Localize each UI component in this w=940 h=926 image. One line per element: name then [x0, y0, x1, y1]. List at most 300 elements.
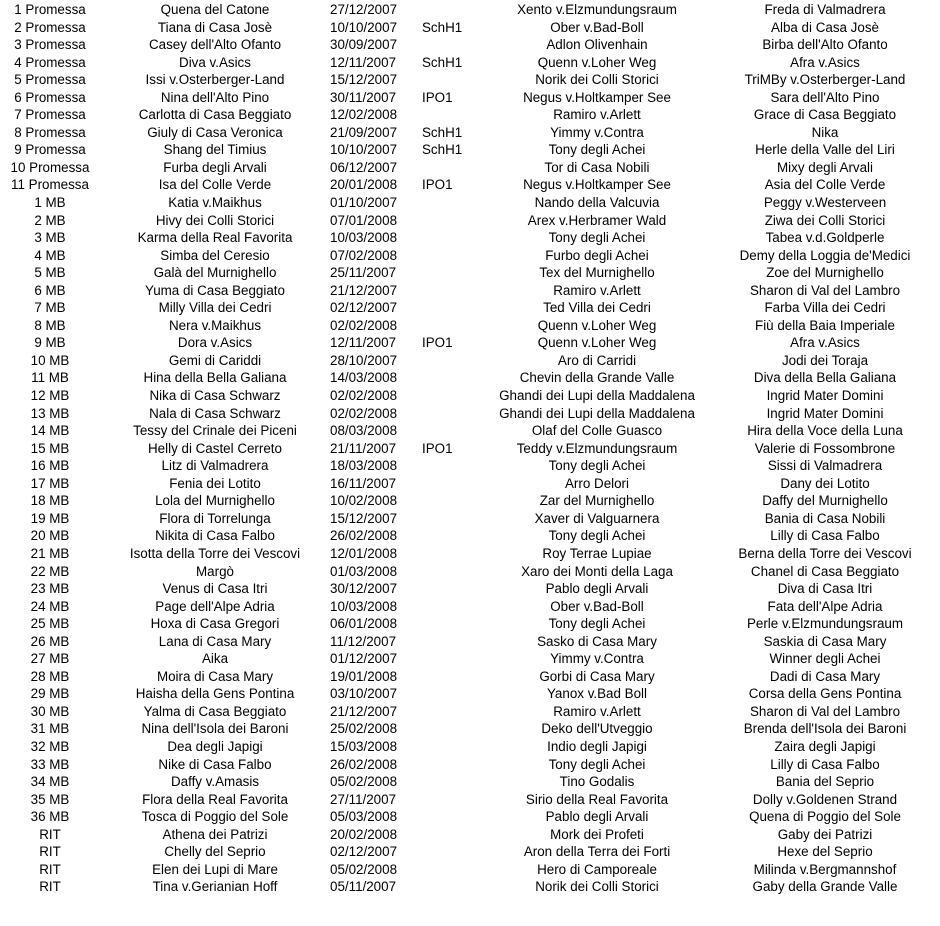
dog-name-cell: Nina dell'Isola dei Baroni — [141, 721, 289, 737]
dam-cell: Saskia di Casa Mary — [763, 633, 887, 649]
dog-name-cell: Simba del Ceresio — [160, 247, 270, 263]
dam-cell: Farba Villa dei Cedri — [764, 300, 886, 316]
dam-cell: Brenda dell'Isola dei Baroni — [743, 721, 907, 737]
birth-date-cell: 08/03/2008 — [330, 423, 398, 439]
sire-cell: Yanox v.Bad Boll — [547, 686, 647, 702]
title-cell — [422, 510, 484, 528]
sire-cell: Chevin della Grande Valle — [519, 370, 675, 386]
dam-cell: Winner degli Achei — [769, 651, 881, 667]
title-cell — [422, 36, 484, 54]
table-row — [0, 457, 940, 475]
birth-date-cell: 02/12/2007 — [330, 844, 398, 860]
birth-date-cell: 15/03/2008 — [330, 738, 398, 754]
dam-cell: Afra v.Asics — [790, 335, 860, 351]
table-row — [0, 843, 940, 861]
sire-cell: Pablo degli Arvali — [545, 809, 649, 825]
title-cell — [422, 229, 484, 247]
title-cell — [422, 563, 484, 581]
table-row — [0, 826, 940, 844]
title-cell — [422, 282, 484, 300]
rank-cell: 30 MB — [30, 703, 70, 719]
dog-name-cell: Chelly del Seprio — [164, 844, 266, 860]
dog-name-cell: Yuma di Casa Beggiato — [145, 282, 285, 298]
dam-cell: Mixy degli Arvali — [777, 159, 873, 175]
birth-date-cell: 07/01/2008 — [330, 212, 398, 228]
dog-name-cell: Dea degli Japigi — [167, 738, 263, 754]
sire-cell: Negus v.Holtkamper See — [523, 177, 671, 193]
dog-name-cell: Elen dei Lupi di Mare — [152, 861, 278, 877]
dog-name-cell: Tessy del Crinale dei Piceni — [133, 423, 297, 439]
title-cell — [422, 650, 484, 668]
rank-cell: 6 Promessa — [14, 89, 86, 105]
dam-cell: Zaira degli Japigi — [774, 738, 876, 754]
table-row — [0, 212, 940, 230]
rank-cell: 2 Promessa — [14, 19, 86, 35]
dog-name-cell: Tiana di Casa Josè — [157, 19, 273, 35]
title-cell: IPO1 — [422, 440, 453, 456]
table-row — [0, 89, 940, 107]
dam-cell: Bania del Seprio — [775, 774, 875, 790]
sire-cell: Tony degli Achei — [548, 230, 646, 246]
dam-cell: Berna della Torre dei Vescovi — [738, 545, 912, 561]
dam-cell: Sissi di Valmadrera — [767, 458, 883, 474]
sire-cell: Ted Villa dei Cedri — [543, 300, 651, 316]
sire-cell: Arro Delori — [565, 475, 629, 491]
table-row — [0, 808, 940, 826]
dog-name-cell: Hina della Bella Galiana — [143, 370, 287, 386]
dog-name-cell: Lola del Murnighello — [155, 493, 275, 509]
table-row — [0, 334, 940, 352]
dam-cell: Valerie di Fossombrone — [754, 440, 896, 456]
birth-date-cell: 20/02/2008 — [330, 826, 398, 842]
rank-cell: 13 MB — [30, 405, 70, 421]
title-cell — [422, 598, 484, 616]
sire-cell: Mork dei Profeti — [550, 826, 644, 842]
rank-cell: 29 MB — [30, 686, 70, 702]
birth-date-cell: 07/02/2008 — [330, 247, 398, 263]
rank-cell: 1 Promessa — [14, 2, 86, 17]
sire-cell: Yimmy v.Contra — [550, 651, 644, 667]
dog-name-cell: Galà del Murnighello — [153, 265, 277, 281]
rank-cell: 8 MB — [34, 317, 66, 333]
table-row — [0, 598, 940, 616]
title-cell — [422, 264, 484, 282]
sire-cell: Xento v.Elzmundungsraum — [517, 2, 677, 17]
dog-name-cell: Shang del Timius — [163, 142, 267, 158]
sire-cell: Negus v.Holtkamper See — [523, 89, 671, 105]
birth-date-cell: 15/12/2007 — [330, 510, 398, 526]
dam-cell: Birba dell'Alto Ofanto — [762, 37, 888, 53]
birth-date-cell: 10/02/2008 — [330, 493, 398, 509]
rank-cell: 16 MB — [30, 458, 70, 474]
title-cell — [422, 1, 484, 19]
sire-cell: Ramiro v.Arlett — [553, 282, 641, 298]
title-cell — [422, 475, 484, 493]
birth-date-cell: 14/03/2008 — [330, 370, 398, 386]
dog-name-cell: Isa del Colle Verde — [158, 177, 272, 193]
dam-cell: Bania di Casa Nobili — [764, 510, 886, 526]
dam-cell: Tabea v.d.Goldperle — [765, 230, 885, 246]
birth-date-cell: 25/02/2008 — [330, 721, 398, 737]
dog-name-cell: Karma della Real Favorita — [137, 230, 293, 246]
rank-cell: 1 MB — [34, 195, 66, 211]
table-row — [0, 229, 940, 247]
sire-cell: Sirio della Real Favorita — [525, 791, 669, 807]
birth-date-cell: 27/11/2007 — [330, 791, 397, 807]
title-cell — [422, 756, 484, 774]
table-row — [0, 282, 940, 300]
birth-date-cell: 06/12/2007 — [330, 159, 398, 175]
birth-date-cell: 20/01/2008 — [330, 177, 398, 193]
title-cell — [422, 317, 484, 335]
rank-cell: 9 Promessa — [14, 142, 86, 158]
rank-cell: 25 MB — [30, 616, 70, 632]
table-row — [0, 141, 940, 159]
sire-cell: Tony degli Achei — [548, 756, 646, 772]
table-row — [0, 475, 940, 493]
table-row — [0, 650, 940, 668]
sire-cell: Nando della Valcuvia — [534, 195, 660, 211]
dam-cell: Daffy del Murnighello — [762, 493, 888, 509]
title-cell — [422, 878, 484, 896]
dam-cell: Demy della Loggia de'Medici — [739, 247, 911, 263]
rank-cell: RIT — [39, 879, 61, 895]
table-row — [0, 545, 940, 563]
sire-cell: Aro di Carridi — [557, 352, 637, 368]
sire-cell: Ramiro v.Arlett — [553, 107, 641, 123]
title-cell — [422, 405, 484, 423]
birth-date-cell: 16/11/2007 — [330, 475, 397, 491]
table-row — [0, 440, 940, 458]
title-cell — [422, 299, 484, 317]
table-row — [0, 159, 940, 177]
dog-name-cell: Hivy dei Colli Storici — [155, 212, 275, 228]
birth-date-cell: 10/10/2007 — [330, 19, 398, 35]
dam-cell: Lilly di Casa Falbo — [770, 528, 880, 544]
rank-cell: 3 Promessa — [14, 37, 86, 53]
title-cell — [422, 685, 484, 703]
sire-cell: Yimmy v.Contra — [550, 124, 644, 140]
title-cell — [422, 738, 484, 756]
title-cell — [422, 247, 484, 265]
title-cell — [422, 492, 484, 510]
dog-name-cell: Page dell'Alpe Adria — [155, 598, 275, 614]
sire-cell: Ober v.Bad-Boll — [550, 598, 644, 614]
birth-date-cell: 25/11/2007 — [330, 265, 397, 281]
rank-cell: 12 MB — [30, 388, 70, 404]
title-cell — [422, 71, 484, 89]
birth-date-cell: 02/02/2008 — [330, 317, 398, 333]
sire-cell: Hero di Camporeale — [537, 861, 657, 877]
dam-cell: Diva di Casa Itri — [777, 581, 873, 597]
dog-name-cell: Daffy v.Amasis — [170, 774, 260, 790]
table-row — [0, 633, 940, 651]
dam-cell: Afra v.Asics — [790, 54, 860, 70]
dog-name-cell: Athena dei Patrizi — [162, 826, 268, 842]
table-row — [0, 369, 940, 387]
table-row — [0, 1, 940, 19]
dog-name-cell: Issi v.Osterberger-Land — [145, 72, 285, 88]
dog-name-cell: Casey dell'Alto Ofanto — [148, 37, 282, 53]
title-cell: SchH1 — [422, 54, 463, 70]
birth-date-cell: 10/03/2008 — [330, 598, 398, 614]
title-cell — [422, 668, 484, 686]
table-row — [0, 720, 940, 738]
birth-date-cell: 03/10/2007 — [330, 686, 398, 702]
title-cell — [422, 773, 484, 791]
table-row — [0, 527, 940, 545]
dam-cell: Ingrid Mater Domini — [766, 405, 884, 421]
dam-cell: Perle v.Elzmundungsraum — [746, 616, 904, 632]
dog-name-cell: Tina v.Gerianian Hoff — [152, 879, 278, 895]
table-row — [0, 492, 940, 510]
dam-cell: Nika — [811, 124, 839, 140]
title-cell: IPO1 — [422, 177, 453, 193]
title-cell — [422, 194, 484, 212]
birth-date-cell: 21/12/2007 — [330, 282, 398, 298]
birth-date-cell: 10/03/2008 — [330, 230, 398, 246]
rank-cell: 8 Promessa — [14, 124, 86, 140]
rank-cell: 32 MB — [30, 738, 70, 754]
rank-cell: 35 MB — [30, 791, 70, 807]
birth-date-cell: 05/02/2008 — [330, 774, 398, 790]
dog-name-cell: Nera v.Maikhus — [168, 317, 262, 333]
birth-date-cell: 02/02/2008 — [330, 388, 398, 404]
sire-cell: Tino Godalis — [559, 774, 635, 790]
rank-cell: 36 MB — [30, 809, 70, 825]
table-row — [0, 352, 940, 370]
dog-name-cell: Nikita di Casa Falbo — [155, 528, 275, 544]
rank-cell: RIT — [39, 844, 61, 860]
title-cell — [422, 422, 484, 440]
dog-name-cell: Nala di Casa Schwarz — [149, 405, 281, 421]
title-cell: SchH1 — [422, 124, 463, 140]
title-cell — [422, 457, 484, 475]
birth-date-cell: 21/11/2007 — [330, 440, 397, 456]
table-row — [0, 405, 940, 423]
table-row — [0, 510, 940, 528]
dam-cell: Dolly v.Goldenen Strand — [752, 791, 898, 807]
sire-cell: Xaver di Valguarnera — [534, 510, 660, 526]
rank-cell: 17 MB — [30, 475, 70, 491]
birth-date-cell: 05/02/2008 — [330, 861, 398, 877]
results-body — [0, 1, 940, 896]
dog-name-cell: Tosca di Poggio del Sole — [141, 809, 289, 825]
rank-cell: 3 MB — [34, 230, 66, 246]
dam-cell: Alba di Casa Josè — [771, 19, 879, 35]
table-row — [0, 176, 940, 194]
rank-cell: 2 MB — [34, 212, 66, 228]
birth-date-cell: 06/01/2008 — [330, 616, 398, 632]
dog-name-cell: Isotta della Torre dei Vescovi — [129, 545, 301, 561]
dog-name-cell: Lana di Casa Mary — [158, 633, 272, 649]
title-cell — [422, 791, 484, 809]
dog-name-cell: Flora di Torrelunga — [159, 510, 271, 526]
sire-cell: Deko dell'Utveggio — [541, 721, 653, 737]
rank-cell: 10 Promessa — [10, 159, 90, 175]
birth-date-cell: 21/12/2007 — [330, 703, 398, 719]
birth-date-cell: 01/10/2007 — [330, 195, 398, 211]
table-row — [0, 703, 940, 721]
dam-cell: Sharon di Val del Lambro — [749, 282, 901, 298]
rank-cell: 22 MB — [30, 563, 70, 579]
dog-name-cell: Katia v.Maikhus — [168, 195, 262, 211]
birth-date-cell: 11/12/2007 — [330, 633, 397, 649]
birth-date-cell: 15/12/2007 — [330, 72, 398, 88]
rank-cell: RIT — [39, 861, 61, 877]
sire-cell: Quenn v.Loher Weg — [537, 317, 657, 333]
rank-cell: 4 Promessa — [14, 54, 86, 70]
sire-cell: Tony degli Achei — [548, 142, 646, 158]
table-row — [0, 299, 940, 317]
rank-cell: 31 MB — [30, 721, 70, 737]
table-row — [0, 791, 940, 809]
dam-cell: Dany dei Lotito — [780, 475, 870, 491]
birth-date-cell: 26/02/2008 — [330, 528, 398, 544]
dam-cell: Ingrid Mater Domini — [766, 388, 884, 404]
dam-cell: Hira della Voce della Luna — [747, 423, 903, 439]
table-row — [0, 36, 940, 54]
dog-name-cell: Milly Villa dei Cedri — [158, 300, 272, 316]
title-cell — [422, 808, 484, 826]
table-row — [0, 106, 940, 124]
birth-date-cell: 02/02/2008 — [330, 405, 398, 421]
birth-date-cell: 01/03/2008 — [330, 563, 398, 579]
table-row — [0, 563, 940, 581]
title-cell: IPO1 — [422, 89, 453, 105]
dog-name-cell: Litz di Valmadrera — [161, 458, 269, 474]
birth-date-cell: 18/03/2008 — [330, 458, 398, 474]
dam-cell: Chanel di Casa Beggiato — [750, 563, 900, 579]
dog-name-cell: Diva v.Asics — [179, 54, 251, 70]
sire-cell: Furbo degli Achei — [545, 247, 649, 263]
dam-cell: Zoe del Murnighello — [766, 265, 884, 281]
rank-cell: 28 MB — [30, 668, 70, 684]
title-cell — [422, 369, 484, 387]
birth-date-cell: 01/12/2007 — [330, 651, 398, 667]
title-cell — [422, 826, 484, 844]
dog-name-cell: Yalma di Casa Beggiato — [143, 703, 287, 719]
dam-cell: Sharon di Val del Lambro — [749, 703, 901, 719]
rank-cell: 15 MB — [30, 440, 70, 456]
sire-cell: Tor di Casa Nobili — [544, 159, 650, 175]
dam-cell: Sara dell'Alto Pino — [770, 89, 880, 105]
dog-name-cell: Giuly di Casa Veronica — [147, 124, 283, 140]
dam-cell: TriMBy v.Osterberger-Land — [744, 72, 906, 88]
title-cell — [422, 615, 484, 633]
table-row — [0, 264, 940, 282]
rank-cell: 18 MB — [30, 493, 70, 509]
sire-cell: Adlon Olivenhain — [546, 37, 648, 53]
rank-cell: 9 MB — [34, 335, 66, 351]
dog-name-cell: Furba degli Arvali — [163, 159, 267, 175]
title-cell: IPO1 — [422, 335, 453, 351]
dam-cell: Dadi di Casa Mary — [769, 668, 881, 684]
birth-date-cell: 02/12/2007 — [330, 300, 398, 316]
sire-cell: Ghandi dei Lupi della Maddalena — [499, 388, 695, 404]
sire-cell: Ghandi dei Lupi della Maddalena — [499, 405, 695, 421]
table-row — [0, 124, 940, 142]
birth-date-cell: 05/11/2007 — [330, 879, 397, 895]
rank-cell: 5 Promessa — [14, 72, 86, 88]
table-row — [0, 422, 940, 440]
sire-cell: Zar del Murnighello — [539, 493, 655, 509]
sire-cell: Tony degli Achei — [548, 528, 646, 544]
birth-date-cell: 21/09/2007 — [330, 124, 398, 140]
rank-cell: 14 MB — [30, 423, 70, 439]
sire-cell: Norik dei Colli Storici — [535, 879, 659, 895]
sire-cell: Tony degli Achei — [548, 458, 646, 474]
dam-cell: Diva della Bella Galiana — [753, 370, 897, 386]
rank-cell: 11 Promessa — [11, 177, 89, 193]
birth-date-cell: 12/02/2008 — [330, 107, 398, 123]
sire-cell: Quenn v.Loher Weg — [537, 54, 657, 70]
title-cell — [422, 545, 484, 563]
results-table — [0, 1, 940, 896]
rank-cell: 19 MB — [30, 510, 70, 526]
dam-cell: Gaby della Grande Valle — [752, 879, 898, 895]
dog-name-cell: Hoxa di Casa Gregori — [150, 616, 280, 632]
dam-cell: Milinda v.Bergmannshof — [753, 861, 897, 877]
dam-cell: Jodi dei Toraja — [781, 352, 869, 368]
title-cell — [422, 861, 484, 879]
dog-name-cell: Dora v.Asics — [177, 335, 253, 351]
birth-date-cell: 30/11/2007 — [330, 89, 397, 105]
sire-cell: Olaf del Colle Guasco — [531, 423, 663, 439]
dog-name-cell: Venus di Casa Itri — [162, 581, 268, 597]
dam-cell: Lilly di Casa Falbo — [770, 756, 880, 772]
title-cell — [422, 843, 484, 861]
birth-date-cell: 10/10/2007 — [330, 142, 398, 158]
dog-name-cell: Margò — [196, 563, 234, 579]
table-row — [0, 773, 940, 791]
sire-cell: Gorbi di Casa Mary — [539, 668, 655, 684]
title-cell — [422, 633, 484, 651]
rank-cell: 21 MB — [30, 545, 70, 561]
dam-cell: Asia del Colle Verde — [764, 177, 886, 193]
rank-cell: 11 MB — [31, 370, 69, 386]
sire-cell: Tony degli Achei — [548, 616, 646, 632]
dam-cell: Grace di Casa Beggiato — [753, 107, 897, 123]
dog-name-cell: Nika di Casa Schwarz — [149, 388, 281, 404]
dog-name-cell: Carlotta di Casa Beggiato — [138, 107, 292, 123]
dam-cell: Freda di Valmadrera — [764, 2, 886, 17]
rank-cell: 27 MB — [30, 651, 70, 667]
sire-cell: Sasko di Casa Mary — [537, 633, 657, 649]
sire-cell: Pablo degli Arvali — [545, 581, 649, 597]
rank-cell: 26 MB — [30, 633, 70, 649]
birth-date-cell: 05/03/2008 — [330, 809, 398, 825]
sire-cell: Norik dei Colli Storici — [535, 72, 659, 88]
table-row — [0, 756, 940, 774]
rank-cell: 33 MB — [30, 756, 70, 772]
dam-cell: Herle della Valle del Liri — [755, 142, 895, 158]
sire-cell: Ober v.Bad-Boll — [550, 19, 644, 35]
table-row — [0, 54, 940, 72]
sire-cell: Indio degli Japigi — [547, 738, 647, 754]
dog-name-cell: Nike di Casa Falbo — [158, 756, 272, 772]
birth-date-cell: 30/12/2007 — [330, 581, 398, 597]
rank-cell: 10 MB — [30, 352, 70, 368]
birth-date-cell: 12/11/2007 — [330, 54, 397, 70]
table-row — [0, 194, 940, 212]
sire-cell: Arex v.Herbramer Wald — [527, 212, 667, 228]
table-row — [0, 580, 940, 598]
birth-date-cell: 28/10/2007 — [330, 352, 398, 368]
rank-cell: 34 MB — [30, 774, 70, 790]
table-row — [0, 387, 940, 405]
title-cell — [422, 106, 484, 124]
